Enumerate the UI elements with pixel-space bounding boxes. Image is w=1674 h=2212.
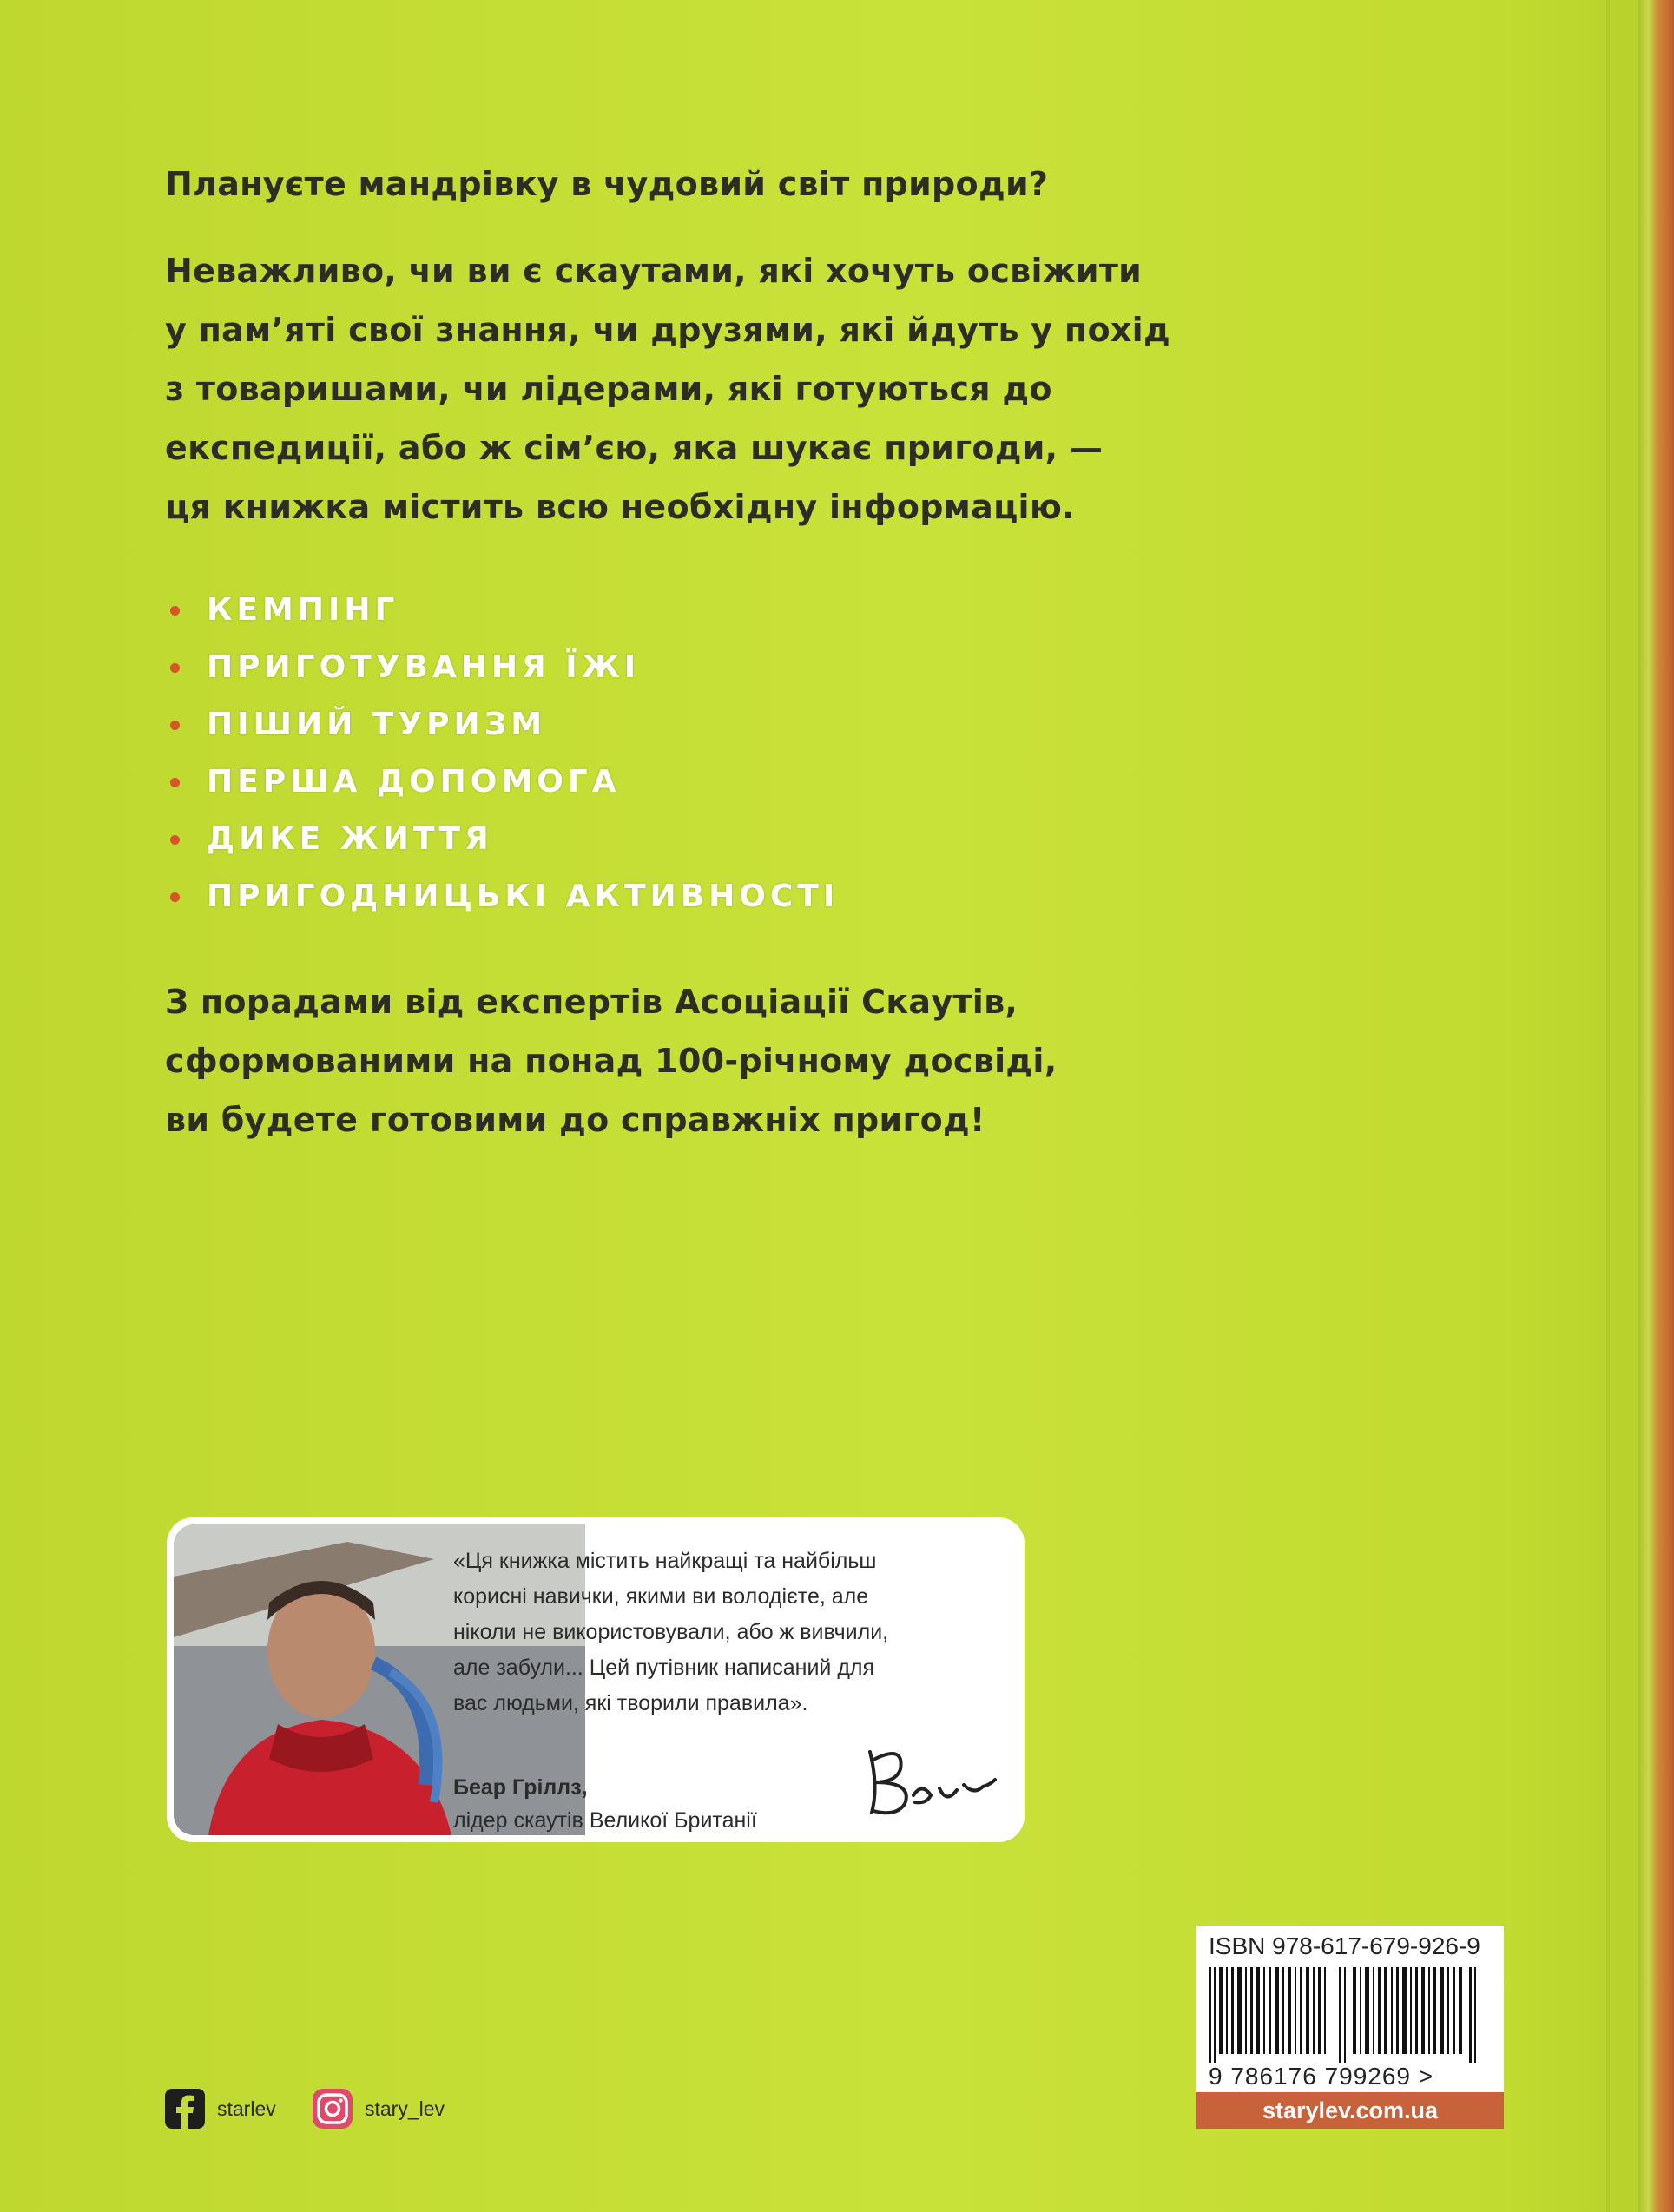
outro-line: З порадами від експертів Асоціації Скаутів,	[165, 983, 1018, 1021]
facebook-handle: starlev	[217, 2097, 276, 2120]
outro-line: ви будете готовими до справжніх пригод!	[165, 1101, 985, 1139]
topic-item: ДИКЕ ЖИТТЯ	[165, 811, 839, 868]
spine-crease	[1606, 0, 1610, 2212]
quote-line: вас людьми, які творили правила».	[453, 1691, 808, 1715]
facebook-icon	[165, 2089, 205, 2129]
intro-line: з товаришами, чи лідерами, які готуються до	[165, 370, 1052, 408]
intro-line: ця книжка містить всю необхідну інформацію.	[165, 488, 1075, 526]
intro-line: Неважливо, чи ви є скаутами, які хочуть освіжити	[165, 252, 1143, 290]
barcode-digits: 9 786176 799269 >	[1209, 2063, 1434, 2090]
isbn-label: ISBN 978-617-679-926-9	[1209, 1932, 1480, 1959]
quote-line: корисні навички, якими ви володієте, але	[453, 1584, 869, 1609]
quote-text	[453, 1544, 992, 1722]
book-spine-edge	[1638, 0, 1674, 2212]
author-title: лідер скаутів Великої Британії	[453, 1808, 757, 1833]
instagram-handle: stary_lev	[365, 2097, 445, 2120]
topic-item: КЕМПІНГ	[165, 582, 839, 639]
intro-line: експедиції, або ж сім’єю, яка шукає пригоди, —	[165, 429, 1104, 467]
headline: Плануєте мандрівку в чудовий світ природи?	[165, 165, 1049, 203]
quote-line: але забули... Цей путівник написаний для	[453, 1656, 875, 1680]
signature-image	[853, 1735, 1000, 1821]
author-name: Беар Гріллз,	[453, 1775, 588, 1800]
quote-line: «Ця книжка містить найкращі та найбільш	[453, 1549, 877, 1573]
barcode-bars	[1209, 1967, 1486, 2063]
outro-paragraph	[165, 972, 1207, 1149]
instagram-icon	[313, 2089, 353, 2129]
quote-line: ніколи не використовували, або ж вивчили,	[453, 1620, 889, 1644]
topic-item: ПРИГОДНИЦЬКІ АКТИВНОСТІ	[165, 868, 839, 925]
outro-line: сформованими на понад 100-річному досвіді,	[165, 1042, 1058, 1080]
intro-paragraph	[165, 241, 1207, 537]
quote-card	[167, 1517, 1025, 1842]
quote-author	[453, 1771, 757, 1837]
intro-line: у пам’яті свої знання, чи друзями, які йдуть у похід	[165, 311, 1170, 349]
instagram-link[interactable]	[313, 2087, 445, 2130]
topic-list	[165, 582, 839, 925]
topic-item: ПРИГОТУВАННЯ ЇЖІ	[165, 639, 839, 696]
topic-item: ПЕРША ДОПОМОГА	[165, 754, 839, 811]
facebook-link[interactable]	[165, 2087, 276, 2130]
publisher-website[interactable]: starylev.com.ua	[1196, 2092, 1504, 2129]
topic-item: ПІШИЙ ТУРИЗМ	[165, 696, 839, 754]
